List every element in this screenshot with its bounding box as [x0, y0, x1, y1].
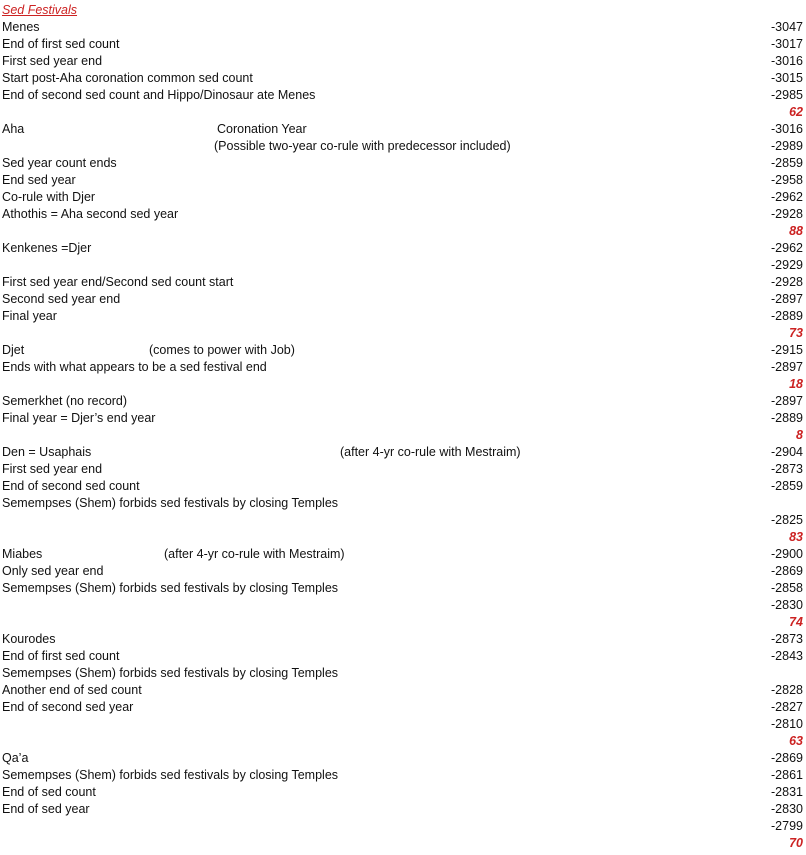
entry-year-value: -2859 [771, 479, 803, 493]
reign-length-total: 74 [789, 615, 803, 629]
reign-length-total: 62 [789, 105, 803, 119]
entry-year-value: -2904 [771, 445, 803, 459]
reign-length-total: 70 [789, 836, 803, 850]
entry-row [0, 172, 806, 189]
entry-year-value: -2859 [771, 156, 803, 170]
entry-year-value: -2897 [771, 394, 803, 408]
entry-label: Semempses (Shem) forbids sed festivals by closing Temples [2, 666, 339, 680]
entry-year-value: -2928 [771, 275, 803, 289]
total-row [0, 325, 806, 342]
entry-label: Sed year count ends [2, 156, 117, 170]
entry-row [0, 716, 806, 733]
entry-row [0, 563, 806, 580]
entry-row [0, 750, 806, 767]
entry-label: Semempses (Shem) forbids sed festivals by closing Temples [2, 768, 339, 782]
entry-year-value: -3016 [771, 122, 803, 136]
entry-note: (comes to power with Job) [149, 343, 295, 357]
entry-year-value: -3017 [771, 37, 803, 51]
entry-year-value: -2827 [771, 700, 803, 714]
entry-year-value: -2810 [771, 717, 803, 731]
entry-label: Only sed year end [2, 564, 104, 578]
total-row [0, 104, 806, 121]
entry-label: End of first sed count [2, 37, 120, 51]
entry-row [0, 665, 806, 682]
entry-row [0, 206, 806, 223]
entry-label: End sed year [2, 173, 76, 187]
entry-row [0, 631, 806, 648]
reign-length-total: 18 [789, 377, 803, 391]
entry-label: Co-rule with Djer [2, 190, 96, 204]
entry-row [0, 274, 806, 291]
entry-row [0, 801, 806, 818]
entry-label: Aha [2, 122, 25, 136]
entry-label: Djet [2, 343, 25, 357]
entry-row [0, 546, 806, 563]
entry-note: (after 4-yr co-rule with Mestraim) [164, 547, 345, 561]
entry-row [0, 257, 806, 274]
entry-row [0, 784, 806, 801]
entry-row [0, 291, 806, 308]
entry-year-value: -2869 [771, 564, 803, 578]
entry-year-value: -2843 [771, 649, 803, 663]
total-row [0, 733, 806, 750]
entry-row [0, 393, 806, 410]
entry-label: Miabes [2, 547, 43, 561]
entry-row [0, 359, 806, 376]
entry-row [0, 699, 806, 716]
entry-year-value: -2799 [771, 819, 803, 833]
entry-label: Kourodes [2, 632, 56, 646]
entry-row [0, 461, 806, 478]
entry-year-value: -2830 [771, 598, 803, 612]
entry-row [0, 512, 806, 529]
entry-year-value: -2928 [771, 207, 803, 221]
title-row [0, 2, 806, 19]
entry-row [0, 240, 806, 257]
entry-row [0, 138, 806, 155]
entry-year-value: -2889 [771, 309, 803, 323]
entry-year-value: -2858 [771, 581, 803, 595]
total-row [0, 614, 806, 631]
entry-row [0, 495, 806, 512]
spreadsheet-sheet [0, 2, 806, 855]
entry-year-value: -2828 [771, 683, 803, 697]
entry-year-value: -2897 [771, 292, 803, 306]
reign-length-total: 8 [796, 428, 803, 442]
entry-year-value: -2861 [771, 768, 803, 782]
entry-year-value: -3047 [771, 20, 803, 34]
entry-label: Semempses (Shem) forbids sed festivals by closing Temples [2, 496, 339, 510]
entry-row [0, 580, 806, 597]
entry-row [0, 189, 806, 206]
entry-label: Final year = Djer’s end year [2, 411, 156, 425]
entry-row [0, 410, 806, 427]
total-row [0, 835, 806, 852]
entry-year-value: -2869 [771, 751, 803, 765]
entry-row [0, 121, 806, 138]
entry-row [0, 767, 806, 784]
entry-label: Ends with what appears to be a sed festival end [2, 360, 267, 374]
entry-label: Menes [2, 20, 40, 34]
entry-label: End of first sed count [2, 649, 120, 663]
entry-note: (Possible two-year co-rule with predecessor included) [214, 139, 511, 153]
entry-row [0, 155, 806, 172]
reign-length-total: 83 [789, 530, 803, 544]
entry-label: First sed year end [2, 54, 103, 68]
entry-year-value: -3015 [771, 71, 803, 85]
page-title: Sed Festivals [2, 3, 78, 17]
entry-year-value: -2985 [771, 88, 803, 102]
entry-label: End of second sed year [2, 700, 134, 714]
entry-row [0, 444, 806, 461]
entry-year-value: -2873 [771, 462, 803, 476]
total-row [0, 427, 806, 444]
entry-row [0, 682, 806, 699]
entry-label: End of sed count [2, 785, 96, 799]
entry-year-value: -2900 [771, 547, 803, 561]
entry-year-value: -2962 [771, 190, 803, 204]
entry-label: Semempses (Shem) forbids sed festivals by closing Temples [2, 581, 339, 595]
entry-row [0, 648, 806, 665]
entry-label: Den = Usaphais [2, 445, 92, 459]
entry-label: End of sed year [2, 802, 90, 816]
entry-year-value: -2873 [771, 632, 803, 646]
entry-row [0, 70, 806, 87]
entry-label: End of second sed count [2, 479, 140, 493]
entry-row [0, 19, 806, 36]
entry-row [0, 818, 806, 835]
reign-length-total: 63 [789, 734, 803, 748]
entry-note: Coronation Year [217, 122, 307, 136]
entry-label: Athothis = Aha second sed year [2, 207, 179, 221]
entry-label: Semerkhet (no record) [2, 394, 128, 408]
entry-label: Kenkenes =Djer [2, 241, 92, 255]
entry-year-value: -2915 [771, 343, 803, 357]
total-row [0, 376, 806, 393]
entry-row [0, 53, 806, 70]
entry-label: First sed year end/Second sed count start [2, 275, 234, 289]
entry-year-value: -2962 [771, 241, 803, 255]
entry-label: End of second sed count and Hippo/Dinosaur ate Menes [2, 88, 316, 102]
entry-label: Qa’a [2, 751, 29, 765]
entry-year-value: -2831 [771, 785, 803, 799]
entry-year-value: -3016 [771, 54, 803, 68]
entry-year-value: -2958 [771, 173, 803, 187]
entry-year-value: -2989 [771, 139, 803, 153]
entry-row [0, 36, 806, 53]
entry-year-value: -2889 [771, 411, 803, 425]
entry-year-value: -2897 [771, 360, 803, 374]
entry-note: (after 4-yr co-rule with Mestraim) [340, 445, 521, 459]
reign-length-total: 73 [789, 326, 803, 340]
total-row [0, 223, 806, 240]
entry-label: Start post-Aha coronation common sed count [2, 71, 253, 85]
entry-year-value: -2825 [771, 513, 803, 527]
entry-year-value: -2929 [771, 258, 803, 272]
entry-label: Final year [2, 309, 57, 323]
entry-year-value: -2830 [771, 802, 803, 816]
entry-label: Another end of sed count [2, 683, 142, 697]
entry-label: First sed year end [2, 462, 103, 476]
total-row [0, 529, 806, 546]
entry-row [0, 597, 806, 614]
entry-row [0, 478, 806, 495]
reign-length-total: 88 [789, 224, 803, 238]
entry-row [0, 308, 806, 325]
entry-label: Second sed year end [2, 292, 121, 306]
entry-row [0, 342, 806, 359]
entry-row [0, 87, 806, 104]
